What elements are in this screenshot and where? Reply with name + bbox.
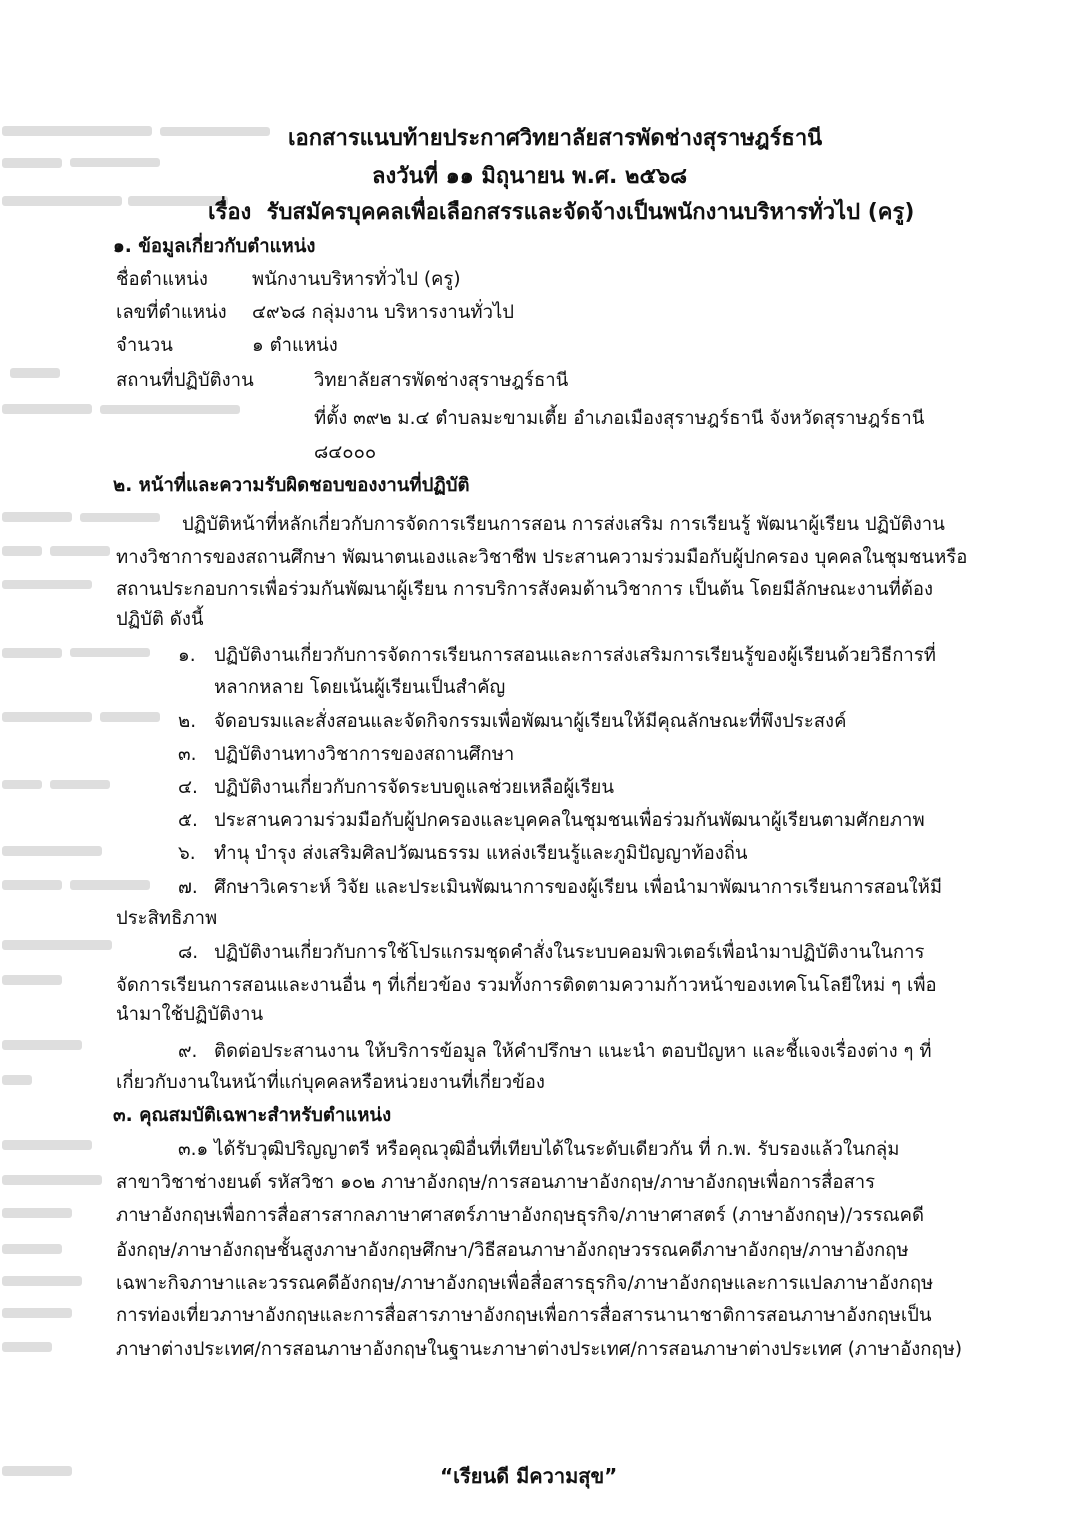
section1-heading: ๑. ข้อมูลเกี่ยวกับตำแหน่ง <box>113 236 316 257</box>
duty-item-text: จัดอบรมและสั่งสอนและจัดกิจกรรมเพื่อพัฒนาผู้เรียนให้มีคุณลักษณะที่พึงประสงค์ <box>214 711 847 732</box>
duty-item-number: ๗. <box>178 877 198 898</box>
section3-heading: ๓. คุณสมบัติเฉพาะสำหรับตำแหน่ง <box>113 1105 392 1126</box>
duty-item-number: ๔. <box>178 777 198 798</box>
count-label: จำนวน <box>116 335 173 356</box>
location-label: สถานที่ปฏิบัติงาน <box>116 370 254 391</box>
document-subject <box>208 194 914 229</box>
duty-item-text: หลากหลาย โดยเน้นผู้เรียนเป็นสำคัญ <box>214 677 506 698</box>
qualification-line: ภาษาอังกฤษเพื่อการสื่อสารสากลภาษาศาสตร์ภาษาอังกฤษธุรกิจ/ภาษาศาสตร์ (ภาษาอังกฤษ)/วรรณคดี <box>116 1205 925 1226</box>
duty-item-text: ประสิทธิภาพ <box>116 908 218 929</box>
section2-intro-line: ปฏิบัติหน้าที่หลักเกี่ยวกับการจัดการเรียนการสอน การส่งเสริม การเรียนรู้ พัฒนาผู้เรียน ปฏิบัติงาน <box>182 514 945 535</box>
qualification-line: การท่องเที่ยวภาษาอังกฤษและการสื่อสารภาษาอังกฤษเพื่อการสื่อสารนานาชาติการสอนภาษาอังกฤษเป็น <box>116 1305 932 1326</box>
duty-item-number: ๘. <box>178 942 199 963</box>
section2-intro-line: สถานประกอบการเพื่อร่วมกันพัฒนาผู้เรียน การบริการสังคมด้านวิชาการ เป็นต้น โดยมีลักษณะงานที่ต้อง <box>116 579 934 600</box>
position-label: ชื่อตำแหน่ง <box>116 269 208 290</box>
qualification-line: เฉพาะกิจภาษาและวรรณคดีอังกฤษ/ภาษาอังกฤษเพื่อสื่อสารธุรกิจ/ภาษาอังกฤษและการแปลภาษาอังกฤษ <box>116 1273 934 1294</box>
section2-intro-line: ปฏิบัติ ดังนี้ <box>116 609 204 630</box>
document-date: ลงวันที่ ๑๑ มิถุนายน พ.ศ. ๒๕๖๘ <box>372 164 688 189</box>
duty-item-number: ๑. <box>178 645 196 666</box>
duty-item-text: เกี่ยวกับงานในหน้าที่แก่บุคคลหรือหน่วยงานที่เกี่ยวข้อง <box>116 1072 545 1093</box>
duty-item-text: ปฏิบัติงานเกี่ยวกับการใช้โปรแกรมชุดคำสั่งในระบบคอมพิวเตอร์เพื่อนำมาปฏิบัติงานในการ <box>214 942 925 963</box>
duty-item-number: ๖. <box>178 843 196 864</box>
duty-item-number: ๒. <box>178 711 197 732</box>
position-number-value: ๔๙๖๘ กลุ่มงาน บริหารงานทั่วไป <box>252 302 515 323</box>
subject-label: เรื่อง <box>208 200 252 225</box>
qualification-line: ภาษาต่างประเทศ/การสอนภาษาอังกฤษในฐานะภาษาต่างประเทศ/การสอนภาษาต่างประเทศ (ภาษาอังกฤษ) <box>116 1339 963 1360</box>
section2-heading: ๒. หน้าที่และความรับผิดชอบของงานที่ปฏิบัติ <box>113 475 470 496</box>
count-value: ๑ ตำแหน่ง <box>252 335 338 356</box>
subject-text: รับสมัครบุคคลเพื่อเลือกสรรและจัดจ้างเป็นพนักงานบริหารทั่วไป (ครู) <box>266 200 915 225</box>
duty-item-number: ๕. <box>178 810 198 831</box>
qualification-line: อังกฤษ/ภาษาอังกฤษชั้นสูงภาษาอังกฤษศึกษา/วิธีสอนภาษาอังกฤษวรรณคดีภาษาอังกฤษ/ภาษาอังกฤษ <box>116 1240 909 1261</box>
footer-motto: “เรียนดี มีความสุข” <box>440 1464 618 1488</box>
duty-item-text: ปฏิบัติงานเกี่ยวกับการจัดระบบดูแลช่วยเหลือผู้เรียน <box>214 777 615 798</box>
duty-item-number: ๓. <box>178 744 197 765</box>
duty-item-number: ๙. <box>178 1041 198 1062</box>
duty-item-text: นำมาใช้ปฏิบัติงาน <box>116 1004 264 1025</box>
qualification-line: ๓.๑ ได้รับวุฒิปริญญาตรี หรือคุณวุฒิอื่นที่เทียบได้ในระดับเดียวกัน ที่ ก.พ. รับรองแล้วในกลุ่ม <box>178 1139 900 1160</box>
duty-item-text: ประสานความร่วมมือกับผู้ปกครองและบุคคลในชุมชนเพื่อร่วมกันพัฒนาผู้เรียนตามศักยภาพ <box>214 810 925 831</box>
qualification-line: สาขาวิชาช่างยนต์ รหัสวิชา ๑๐๒ ภาษาอังกฤษ/การสอนภาษาอังกฤษ/ภาษาอังกฤษเพื่อการสื่อสาร <box>116 1172 876 1193</box>
duty-item-text: ติดต่อประสานงาน ให้บริการข้อมูล ให้คำปรึกษา แนะนำ ตอบปัญหา และชี้แจงเรื่องต่าง ๆ ที่ <box>214 1041 932 1062</box>
duty-item-text: ปฏิบัติงานเกี่ยวกับการจัดการเรียนการสอนและการส่งเสริมการเรียนรู้ของผู้เรียนด้วยวิธีการที่ <box>214 645 936 666</box>
location-value: วิทยาลัยสารพัดช่างสุราษฎร์ธานี <box>314 370 569 391</box>
duty-item-text: ทำนุ บำรุง ส่งเสริมศิลปวัฒนธรรม แหล่งเรียนรู้และภูมิปัญญาท้องถิ่น <box>214 843 748 864</box>
document-title: เอกสารแนบท้ายประกาศวิทยาลัยสารพัดช่างสุราษฎร์ธานี <box>288 126 823 151</box>
address-line-2: ๘๔๐๐๐ <box>314 442 377 463</box>
section2-intro-line: ทางวิชาการของสถานศึกษา พัฒนาตนเองและวิชาชีพ ประสานความร่วมมือกับผู้ปกครอง บุคคลในชุมชนหรือ <box>116 547 968 568</box>
duty-item-text: ศึกษาวิเคราะห์ วิจัย และประเมินพัฒนาการของผู้เรียน เพื่อนำมาพัฒนาการเรียนการสอนให้มี <box>214 877 943 898</box>
position-number-label: เลขที่ตำแหน่ง <box>116 302 227 323</box>
duty-item-text: ปฏิบัติงานทางวิชาการของสถานศึกษา <box>214 744 515 765</box>
address-line-1: ที่ตั้ง ๓๙๒ ม.๔ ตำบลมะขามเตี้ย อำเภอเมืองสุราษฎร์ธานี จังหวัดสุราษฎร์ธานี <box>314 408 925 429</box>
duty-item-text: จัดการเรียนการสอนและงานอื่น ๆ ที่เกี่ยวข้อง รวมทั้งการติดตามความก้าวหน้าของเทคโนโลยีใหม่ ๆ เพื่อ <box>116 975 937 996</box>
position-value: พนักงานบริหารทั่วไป (ครู) <box>252 269 461 290</box>
